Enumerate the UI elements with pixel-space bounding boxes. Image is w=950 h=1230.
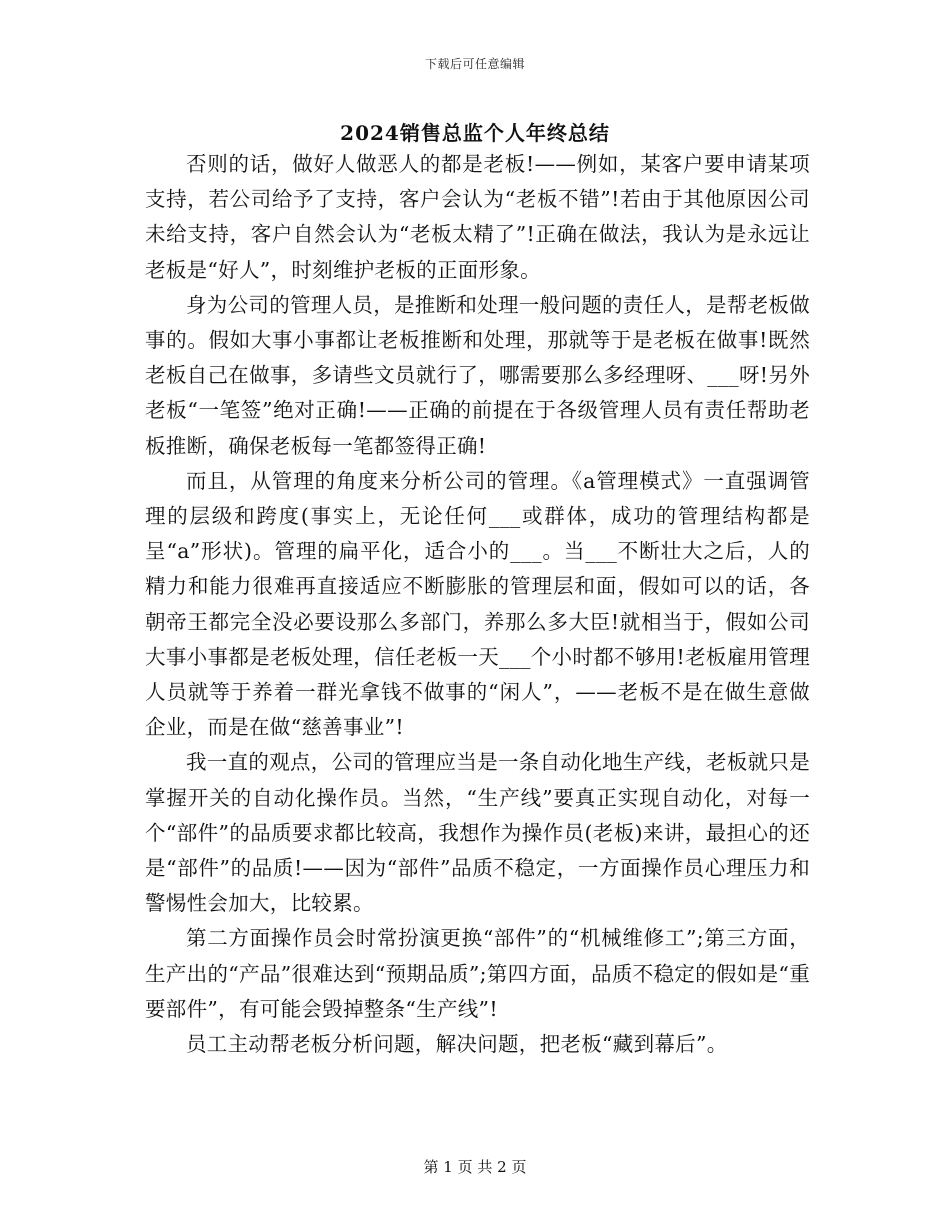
paragraph: 我一直的观点，公司的管理应当是一条自动化地生产线，老板就只是掌握开关的自动化操作员。当然，“生产线”要真正实现自动化，对每一个“部件”的品质要求都比较高，我想作为操作员(老板)来讲，最担心的还是“部件”的品质!——因为“部件”品质不稳定，一方面操作员心理压力和警惕性会加大，比较累。 [145, 750, 810, 916]
paragraph: 身为公司的管理人员，是推断和处理一般问题的责任人，是帮老板做事的。假如大事小事都让老板推断和处理，那就等于是老板在做事!既然老板自己在做事，多请些文员就行了，哪需要那么多经理呀、___呀!另外老板“一笔签”绝对正确!——正确的前提在于各级管理人员有责任帮助老板推断，确保老板每一笔都签得正确! [145, 292, 810, 458]
paragraph: 而且，从管理的角度来分析公司的管理。《a管理模式》一直强调管理的层级和跨度(事实上，无论任何___或群体，成功的管理结构都是呈“a”形状)。管理的扁平化，适合小的___。当___不断壮大之后，人的精力和能力很难再直接适应不断膨胀的管理层和面，假如可以的话，各朝帝王都完全没必要设那么多部门，养那么多大臣!就相当于，假如公司大事小事都是老板处理，信任老板一天___个小时都不够用!老板雇用管理人员就等于养着一群光拿钱不做事的“闲人”，——老板不是在做生意做企业，而是在做“慈善事业”! [145, 468, 810, 740]
document-title: 2024销售总监个人年终总结 [340, 121, 610, 145]
header-note: 下载后可任意编辑 [424, 57, 525, 71]
document-body [145, 147, 810, 1062]
paragraph: 否则的话，做好人做恶人的都是老板!——例如，某客户要申请某项支持，若公司给予了支持，客户会认为“老板不错”!若由于其他原因公司未给支持，客户自然会认为“老板太精了”!正确在做法，我认为是永远让老板是“好人”，时刻维护老板的正面形象。 [145, 152, 810, 282]
page-indicator: 第 1 页 共 2 页 [423, 1158, 527, 1176]
paragraph: 员工主动帮老板分析问题，解决问题，把老板“藏到幕后”。 [186, 1032, 728, 1057]
paragraph: 第二方面操作员会时常扮演更换“部件”的“机械维修工”;第三方面，生产出的“产品”很难达到“预期品质”;第四方面，品质不稳定的假如是“重要部件”，有可能会毁掉整条“生产线”! [145, 926, 810, 1021]
